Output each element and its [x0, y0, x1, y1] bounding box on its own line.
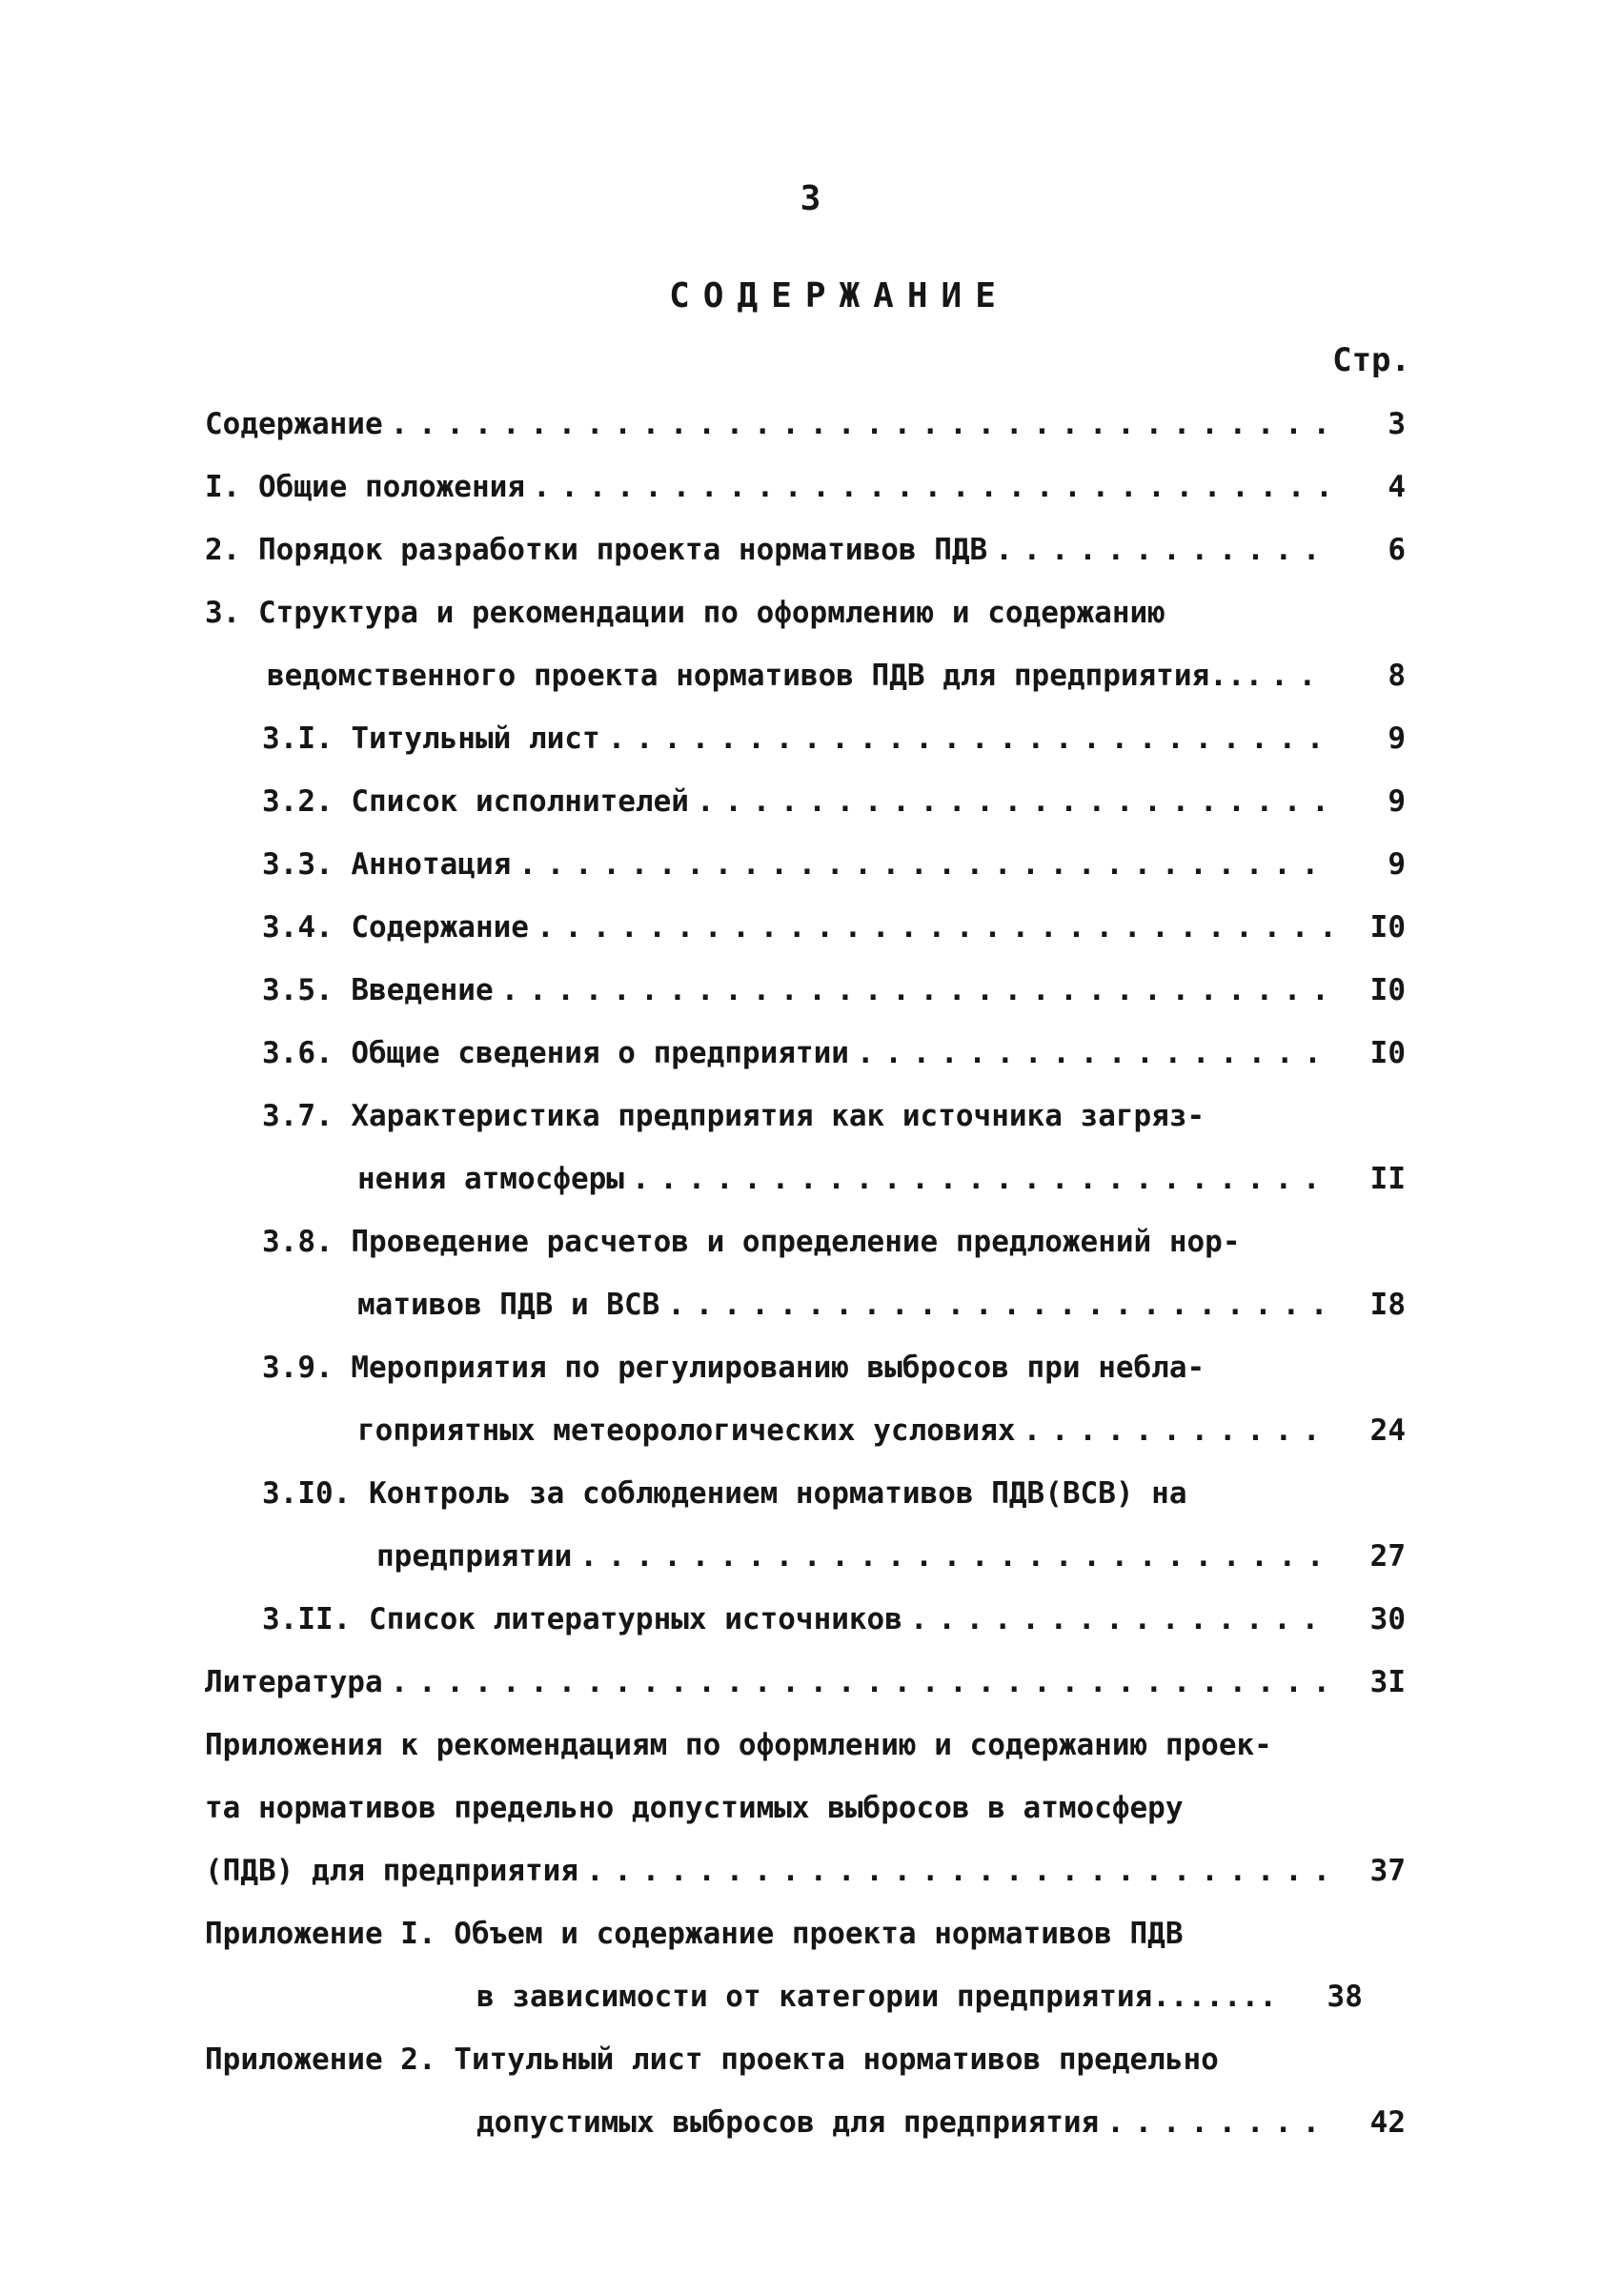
toc-entry-page: 37	[1369, 1854, 1406, 1888]
dot-leader	[579, 1533, 1331, 1580]
toc-subentry	[262, 778, 1406, 825]
toc-subentry	[262, 715, 1406, 762]
toc-entry-text: 3.5. Введение	[262, 973, 494, 1007]
toc-subentry	[262, 841, 1406, 888]
toc-entry-text: Приложение I. Объем и содержание проекта нормативов ПДВ	[205, 1917, 1184, 1951]
toc-entry-page: 24	[1369, 1413, 1406, 1448]
toc-subentry	[262, 904, 1406, 951]
toc-subentry-continuation	[357, 1407, 1406, 1454]
toc-entry-text: 3.3. Аннотация	[262, 847, 512, 882]
toc-entry-text: в зависимости от категории предприятия.......	[476, 1980, 1277, 2014]
toc-entry	[205, 463, 1406, 511]
toc-entry-text: Приложения к рекомендациям по оформлению и содержанию проек-	[205, 1728, 1272, 1762]
toc-entry-page: 9	[1388, 847, 1406, 882]
dot-leader	[910, 1595, 1331, 1643]
toc-entry-page: I0	[1369, 910, 1406, 945]
toc-entry-page: I0	[1369, 1036, 1406, 1070]
toc-entry-text: 3.9. Мероприятия по регулированию выбросов при небла-	[262, 1351, 1206, 1385]
toc-entry-text: 3.II. Список литературных источников	[262, 1602, 902, 1636]
toc-entry-text: (ПДВ) для предприятия	[205, 1854, 578, 1888]
toc-entry-text: 3. Структура и рекомендации по оформлению и содержанию	[205, 596, 1165, 630]
toc-subentry	[262, 1029, 1406, 1077]
toc-subentry	[262, 1092, 1205, 1140]
toc-subentry	[262, 1470, 1187, 1517]
toc-entry-page: 27	[1369, 1539, 1406, 1574]
toc-entry-text: Содержание	[205, 407, 383, 441]
page-column-label: Стр.	[1332, 341, 1410, 379]
toc-entry-page: II	[1369, 1162, 1406, 1196]
toc-subentry	[262, 1595, 1406, 1643]
toc-entry-text: та нормативов предельно допустимых выбросов в атмосферу	[205, 1791, 1184, 1825]
dot-leader	[501, 966, 1331, 1014]
page-number: 3	[800, 179, 821, 218]
dot-leader	[632, 1155, 1331, 1203]
toc-entry-text: гоприятных метеорологических условиях	[357, 1413, 1016, 1448]
dot-leader	[1023, 1407, 1331, 1454]
toc-entry-text: предприятии	[376, 1539, 573, 1574]
toc-entry-page: 30	[1369, 1602, 1406, 1636]
toc-entry-text: 2. Порядок разработки проекта нормативов ПДВ	[205, 533, 988, 567]
toc-entry	[205, 1721, 1272, 1769]
dot-leader	[1270, 652, 1331, 700]
toc-entry-text: допустимых выбросов для предприятия	[476, 2105, 1100, 2140]
dot-leader	[697, 778, 1331, 825]
toc-subentry-continuation	[357, 1155, 1406, 1203]
toc-entry-page: 6	[1388, 533, 1406, 567]
toc-entry-text: 3.7. Характеристика предприятия как источника загряз-	[262, 1099, 1206, 1133]
toc-entry-continuation	[476, 1973, 1406, 2021]
toc-entry-continuation	[476, 2099, 1406, 2146]
toc-entry-page: I8	[1369, 1288, 1406, 1322]
dot-leader	[537, 904, 1331, 951]
toc-entry-continuation	[267, 652, 1406, 700]
toc-entry-text: 3.4. Содержание	[262, 910, 529, 945]
toc-entry-page: 42	[1369, 2105, 1406, 2140]
dot-leader	[533, 463, 1331, 511]
toc-entry-page: I0	[1369, 973, 1406, 1007]
toc-entry-text: Приложение 2. Титульный лист проекта нормативов предельно	[205, 2042, 1219, 2077]
toc-entry	[205, 589, 1165, 637]
toc-entry-text: Литература	[205, 1665, 383, 1699]
toc-subentry	[262, 1344, 1205, 1392]
dot-leader	[667, 1281, 1331, 1329]
toc-entry-page: 8	[1388, 659, 1406, 693]
toc-entry-page: 3	[1388, 407, 1406, 441]
toc-entry-page: 38	[1327, 1980, 1363, 2014]
toc-subentry	[262, 1218, 1241, 1266]
toc-entry-continuation	[205, 1784, 1184, 1832]
toc-subentry-continuation	[376, 1533, 1406, 1580]
dot-leader	[608, 715, 1331, 762]
toc-entry-text: 3.6. Общие сведения о предприятии	[262, 1036, 849, 1070]
toc-entry-text: I. Общие положения	[205, 470, 525, 504]
toc-entry-page: 9	[1388, 784, 1406, 819]
toc-entry-text: 3.2. Список исполнителей	[262, 784, 689, 819]
dot-leader	[857, 1029, 1331, 1077]
toc-entry-continuation	[205, 1847, 1406, 1895]
dot-leader	[995, 526, 1331, 574]
dot-leader	[1106, 2099, 1331, 2146]
page-title: СОДЕРЖАНИЕ	[669, 276, 1009, 315]
dot-leader	[586, 1847, 1331, 1895]
toc-entry	[205, 1910, 1184, 1958]
toc-entry	[205, 526, 1406, 574]
toc-entry-text: нения атмосферы	[357, 1162, 624, 1196]
dot-leader	[391, 400, 1331, 448]
toc-entry-page: 9	[1388, 721, 1406, 756]
toc-entry-text: ведомственного проекта нормативов ПДВ для предприятия...	[267, 659, 1264, 693]
dot-leader	[518, 841, 1331, 888]
toc-entry-text: 3.8. Проведение расчетов и определение предложений нор-	[262, 1225, 1241, 1259]
dot-leader	[391, 1658, 1331, 1706]
toc-entry-page: 4	[1388, 470, 1406, 504]
toc-entry-text: 3.I. Титульный лист	[262, 721, 600, 756]
toc-entry	[205, 400, 1406, 448]
toc-subentry	[262, 966, 1406, 1014]
toc-entry-page: 3I	[1369, 1665, 1406, 1699]
toc-entry-text: 3.I0. Контроль за соблюдением нормативов ПДВ(ВСВ) на	[262, 1476, 1187, 1511]
toc-entry	[205, 1658, 1406, 1706]
toc-entry	[205, 2036, 1219, 2083]
toc-subentry-continuation	[357, 1281, 1406, 1329]
toc-entry-text: мативов ПДВ и ВСВ	[357, 1288, 660, 1322]
